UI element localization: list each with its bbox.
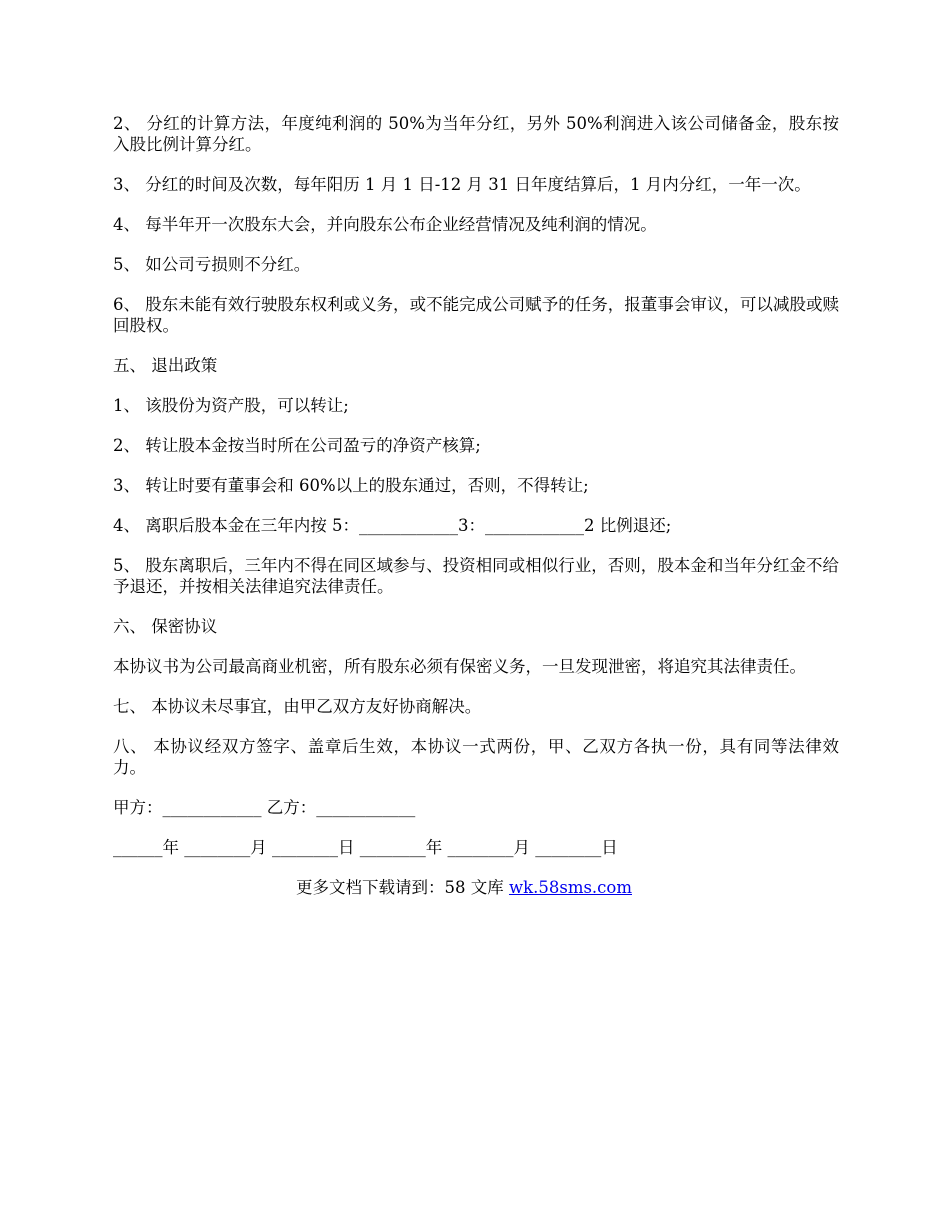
document-body [113,113,839,898]
section-unresolved-matters: 七、 本协议未尽事宜，由甲乙双方友好协商解决。 [113,697,482,716]
clause-shareholder-meeting: 4、 每半年开一次股东大会，并向股东公布企业经营情况及纯利润的情况。 [113,215,657,234]
date-line: ______年 ________月 ________日 ________年 ________月 ________日 [113,838,618,857]
footer-link[interactable]: wk.58sms.com [508,878,632,897]
exit-clause-5: 5、 股东离职后，三年内不得在同区域参与、投资相同或相似行业，否则，股本金和当年分红金不给予退还，并按相关法律追究法律责任。 [113,556,839,596]
section-exit-policy-title: 五、 退出政策 [113,356,218,375]
section-effectiveness: 八、 本协议经双方签字、盖章后生效，本协议一式两份，甲、乙双方各执一份，具有同等法律效力。 [113,737,839,777]
clause-dividend-calculation: 2、 分红的计算方法，年度纯利润的 50%为当年分红，另外 50%利润进入该公司储备金，股东按入股比例计算分红。 [113,114,839,154]
clause-no-dividend-on-loss: 5、 如公司亏损则不分红。 [113,255,311,274]
clause-dividend-timing: 3、 分红的时间及次数，每年阳历 1 月 1 日-12 月 31 日年度结算后，1 月内分红，一年一次。 [113,175,811,194]
footer-text: 更多文档下载请到：58 文库 [295,878,509,897]
signature-line: 甲方：____________ 乙方：____________ [113,798,416,817]
section-confidentiality-title: 六、 保密协议 [113,617,218,636]
footer-download-note [113,877,839,898]
exit-clause-3: 3、 转让时要有董事会和 60%以上的股东通过，否则，不得转让; [113,476,589,495]
confidentiality-text: 本协议书为公司最高商业机密，所有股东必须有保密义务，一旦发现泄密，将追究其法律责任。 [113,657,806,676]
exit-clause-4: 4、 离职后股本金在三年内按 5：____________3：____________2 比例退还; [113,516,672,535]
exit-clause-1: 1、 该股份为资产股，可以转让; [113,396,349,415]
clause-share-reduction: 6、 股东未能有效行驶股东权利或义务，或不能完成公司赋予的任务，报董事会审议，可以减股或赎回股权。 [113,295,839,335]
exit-clause-2: 2、 转让股本金按当时所在公司盈亏的净资产核算; [113,436,481,455]
